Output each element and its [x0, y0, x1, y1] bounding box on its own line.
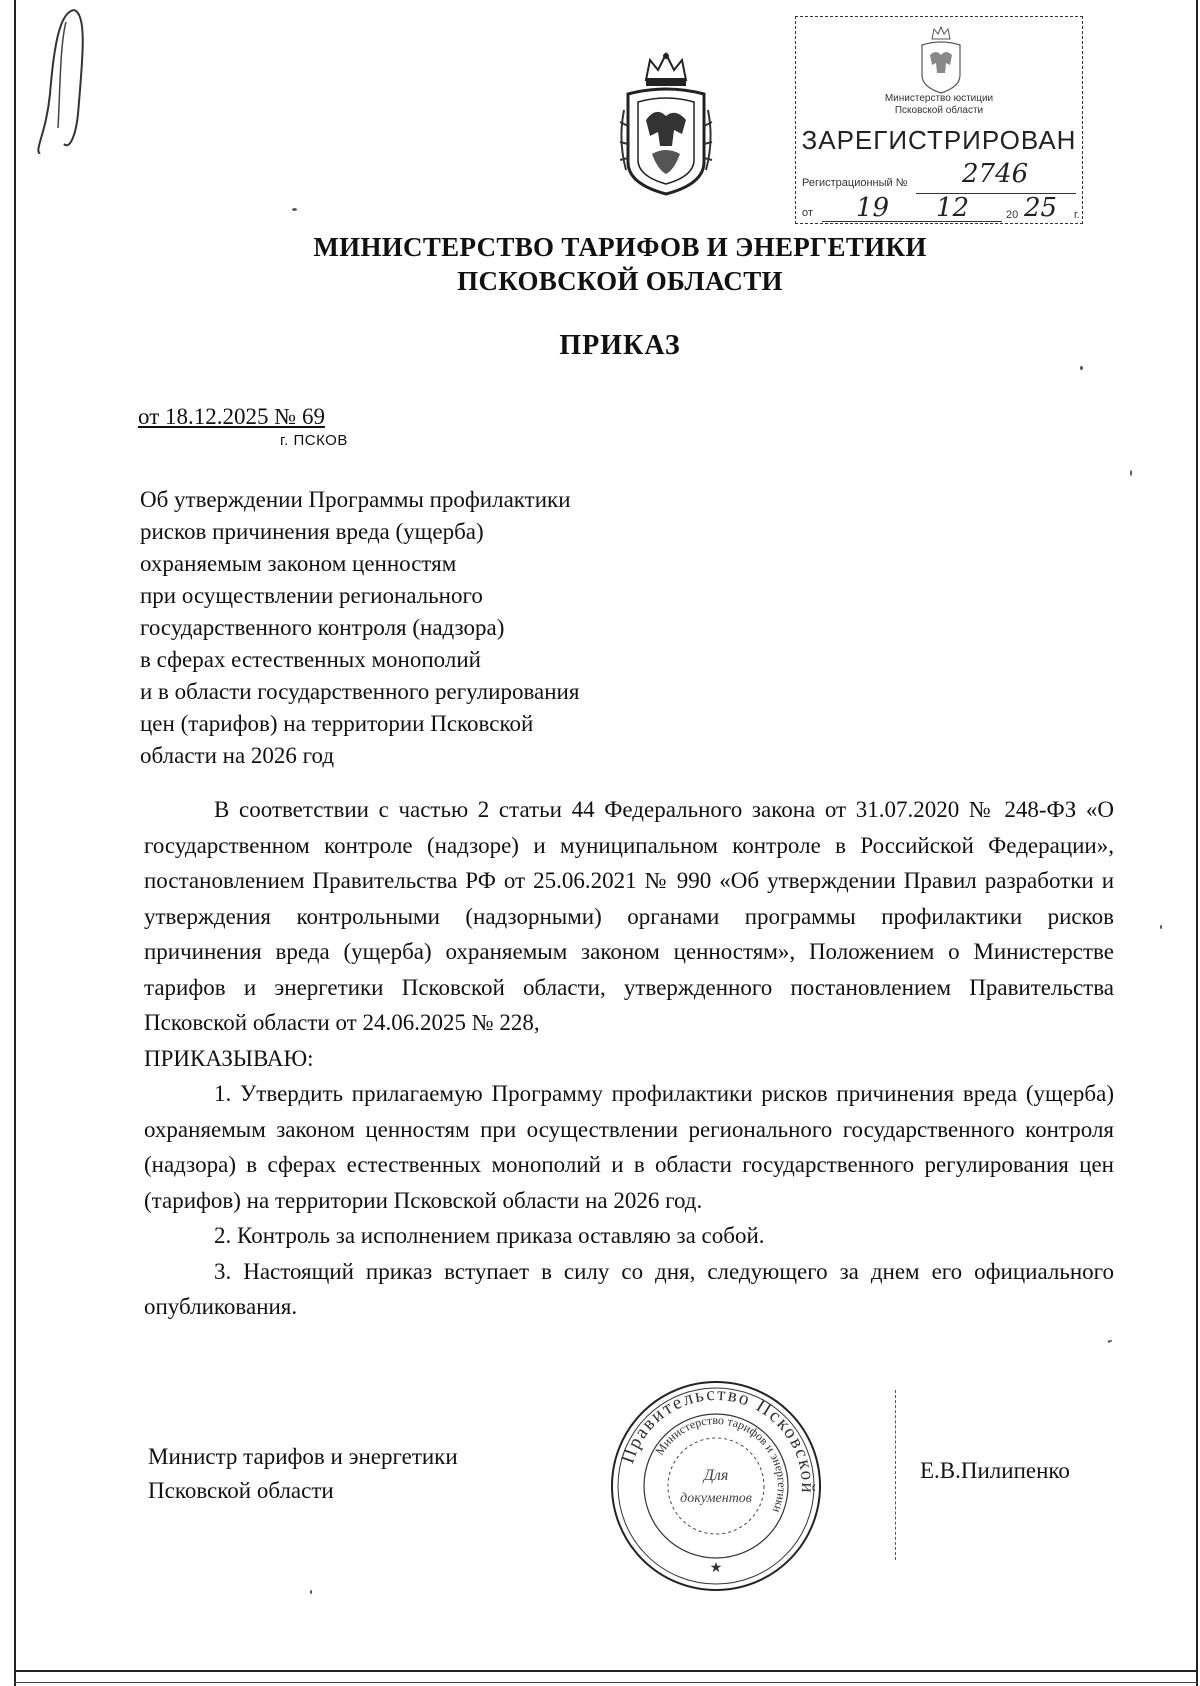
stamp-registration-number: 2746	[962, 159, 1029, 189]
scan-border-bottom-inner	[14, 1682, 1198, 1683]
ministry-title-line-2: ПСКОВСКОЙ ОБЛАСТИ	[457, 266, 783, 296]
seal-center-line-1: Для	[703, 1467, 729, 1484]
stamp-date-underline	[822, 221, 1002, 222]
scan-speck	[310, 1590, 312, 1594]
stamp-status: ЗАРЕГИСТРИРОВАН	[801, 125, 1077, 155]
signer-position	[148, 1440, 568, 1508]
ministry-title	[200, 230, 1040, 298]
scan-speck	[1080, 366, 1083, 370]
scan-border-left	[14, 0, 16, 1686]
scan-speck	[1160, 925, 1162, 929]
stamp-number-label: Регистрационный №	[802, 177, 908, 189]
seal-star-icon: ★	[709, 1561, 723, 1576]
signer-position-line-1: Министр тарифов и энергетики	[148, 1444, 458, 1469]
stamp-date-month: 12	[936, 193, 970, 223]
subject-line: государственного контроля (надзора)	[140, 615, 505, 640]
scan-border-right	[1196, 0, 1198, 1686]
ministry-title-line-1: МИНИСТЕРСТВО ТАРИФОВ И ЭНЕРГЕТИКИ	[313, 232, 927, 262]
seal-outer-text: Правительство Псковской	[617, 1383, 819, 1495]
stamp-date-label: от	[802, 207, 813, 219]
subject-line: в сферах естественных монополий	[140, 647, 481, 672]
subject-line: при осуществлении регионального	[140, 583, 483, 608]
order-item-1: 1. Утвердить прилагаемую Программу профилактики рисков причинения вреда (ущерба) охраняемым законом ценностям при осуществлении регионального государственного контроля (надзора) в сферах естественных монополий и в области государственного регулирования цен (тарифов) на территории Псковской области на 2026 год.	[144, 1081, 1114, 1213]
stamp-year-suffix: г.	[1074, 209, 1080, 221]
order-subject	[140, 484, 740, 772]
stamp-emblem-icon	[916, 25, 966, 95]
scan-speck	[1108, 1340, 1110, 1343]
stamp-year-handwritten: 25	[1024, 193, 1058, 223]
subject-line: области на 2026 год	[140, 743, 335, 768]
document-type: ПРИКАЗ	[559, 330, 681, 361]
order-date-number: от 18.12.2025 № 69	[138, 404, 325, 429]
paperclip-icon	[30, 4, 100, 154]
registration-stamp	[795, 16, 1083, 224]
subject-line: охраняемым законом ценностям	[140, 551, 457, 576]
order-body	[144, 792, 1114, 1325]
scan-speck	[292, 208, 297, 211]
subject-line: и в области государственного регулирования	[140, 679, 580, 704]
subject-line: рисков причинения вреда (ущерба)	[140, 519, 484, 544]
stamp-date-day: 19	[856, 193, 890, 223]
stamp-ministry-name: Министерство юстиции Псковской области	[884, 93, 994, 116]
order-city: г. ПСКОВ	[280, 432, 348, 449]
signer-position-line-2: Псковской области	[148, 1478, 334, 1503]
preamble-paragraph: В соответствии с частью 2 статьи 44 Федерального закона от 31.07.2020 № 248-ФЗ «О государственном контроле (надзоре) и муниципальном контроле в Российской Федерации», постановлением Правительства РФ от 25.06.2021 № 990 «Об утверждении Правил разработки и утверждения контрольными (надзорными) органами программы профилактики рисков причинения вреда (ущерба) охраняемым законом ценностям», Положением о Министерстве тарифов и энергетики Псковской области, утвержденного постановлением Правительства Псковской области от 24.06.2025 № 228,	[144, 797, 1114, 1035]
seal-inner-text: Министерство тарифов и энергетики	[652, 1412, 790, 1515]
scan-speck	[1130, 470, 1132, 476]
stamp-year-prefix: 20	[1006, 209, 1019, 221]
signer-name: Е.В.Пилипенко	[920, 1458, 1070, 1483]
directive-word: ПРИКАЗЫВАЮ:	[144, 1045, 314, 1071]
subject-line: цен (тарифов) на территории Псковской	[140, 711, 534, 736]
order-item-2: 2. Контроль за исполнением приказа оставляю за собой.	[214, 1223, 765, 1248]
signature-divider	[895, 1390, 896, 1560]
official-seal-icon	[606, 1376, 826, 1596]
scan-speck	[1110, 1340, 1112, 1342]
subject-line: Об утверждении Программы профилактики	[140, 487, 571, 512]
seal-center-line-2: документов	[680, 1491, 752, 1506]
coat-of-arms-icon	[616, 50, 716, 198]
scan-border-bottom	[14, 1670, 1198, 1672]
order-item-3: 3. Настоящий приказ вступает в силу со дня, следующего за днем его официального опубликования.	[144, 1258, 1114, 1319]
